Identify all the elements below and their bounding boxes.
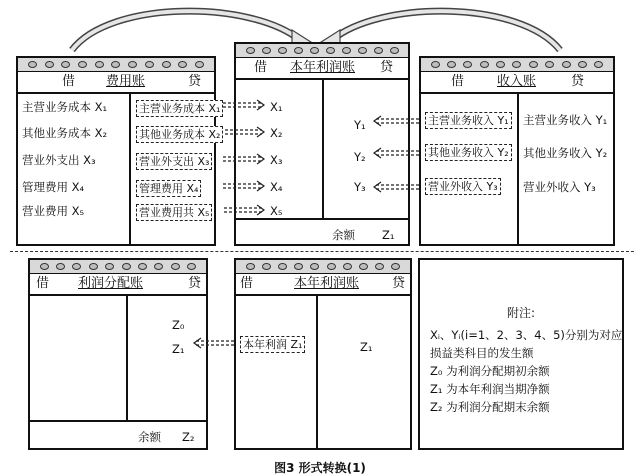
credit-item: Z₀ xyxy=(172,318,185,332)
debit-item: 营业费用 X₅ xyxy=(22,204,85,218)
credit-item: 营业外收入 Y₃ xyxy=(523,180,596,194)
debit-item: X₅ xyxy=(270,204,283,218)
debit-label: 借 xyxy=(36,276,50,291)
arrow-y2 xyxy=(376,151,421,155)
debit-label: 借 xyxy=(240,276,254,291)
account-title: 收入账 xyxy=(497,74,537,89)
debit-item: 营业外收入 Y₃ xyxy=(425,178,501,195)
arrow-y3 xyxy=(376,185,421,189)
arrow-x2 xyxy=(225,130,262,134)
credit-item: 主营业务收入 Y₁ xyxy=(523,113,608,127)
credit-item: Z₁ xyxy=(360,340,373,354)
account-title: 费用账 xyxy=(106,74,146,89)
debit-item: X₃ xyxy=(270,153,283,167)
credit-item: 营业费用共 X₅ xyxy=(136,204,212,221)
debit-item: 其他业务收入 Y₂ xyxy=(425,144,512,161)
account-title: 本年利润账 xyxy=(294,276,360,291)
debit-label: 借 xyxy=(254,60,268,75)
credit-item: Z₁ xyxy=(172,342,185,356)
figure-caption: 图3 形式转换(1) xyxy=(274,461,366,475)
credit-label: 贷 xyxy=(380,60,394,75)
debit-item: X₁ xyxy=(270,100,283,114)
note-line: Xᵢ、Yᵢ(i=1、2、3、4、5)分别为对应 xyxy=(430,328,623,342)
arrow-y1 xyxy=(376,119,421,123)
credit-label: 贷 xyxy=(571,74,585,89)
debit-item: 管理费用 X₄ xyxy=(22,180,85,194)
arrow-z1 xyxy=(196,341,236,345)
credit-item: 营业外支出 X₃ xyxy=(136,153,212,170)
arrow-x5 xyxy=(224,208,262,212)
debit-item: 其他业务成本 X₂ xyxy=(22,126,108,140)
debit-item: 主营业务收入 Y₁ xyxy=(425,112,512,129)
balance-label: 余额 xyxy=(138,430,161,444)
account-title: 本年利润账 xyxy=(290,60,356,75)
debit-item: 营业外支出 X₃ xyxy=(22,153,96,167)
credit-item: 主营业务成本 X₁ xyxy=(136,100,223,117)
account-title: 利润分配账 xyxy=(78,276,144,291)
debit-item: X₄ xyxy=(270,180,283,194)
balance-label: 余额 xyxy=(332,228,355,242)
arrow-x3 xyxy=(223,157,262,161)
note-line: 损益类科目的发生额 xyxy=(430,346,534,360)
debit-label: 借 xyxy=(62,74,76,89)
credit-item: 其他业务收入 Y₂ xyxy=(523,146,608,160)
credit-item: Y₃ xyxy=(354,180,366,194)
note-line: Z₁ 为本年利润当期净额 xyxy=(430,382,550,396)
balance-value: Z₁ xyxy=(382,228,395,242)
debit-item: X₂ xyxy=(270,126,283,140)
credit-item: Y₁ xyxy=(354,118,366,132)
note-line: Z₀ 为利润分配期初余额 xyxy=(430,364,550,378)
credit-label: 贷 xyxy=(188,74,202,89)
credit-item: 其他业务成本 X₂ xyxy=(136,126,223,143)
arrow-x4 xyxy=(223,184,262,188)
debit-item: 主营业务成本 X₁ xyxy=(22,100,108,114)
credit-label: 贷 xyxy=(392,276,406,291)
debit-label: 借 xyxy=(451,74,465,89)
credit-label: 贷 xyxy=(188,276,202,291)
debit-item: 本年利润 Z₁ xyxy=(240,336,305,353)
balance-value: Z₂ xyxy=(182,430,195,444)
credit-item: Y₂ xyxy=(354,150,366,164)
note-line: Z₂ 为利润分配期末余额 xyxy=(430,400,550,414)
note-title: 附注: xyxy=(506,306,536,320)
arrow-x1 xyxy=(223,103,262,107)
credit-item: 管理费用 X₄ xyxy=(136,180,201,197)
